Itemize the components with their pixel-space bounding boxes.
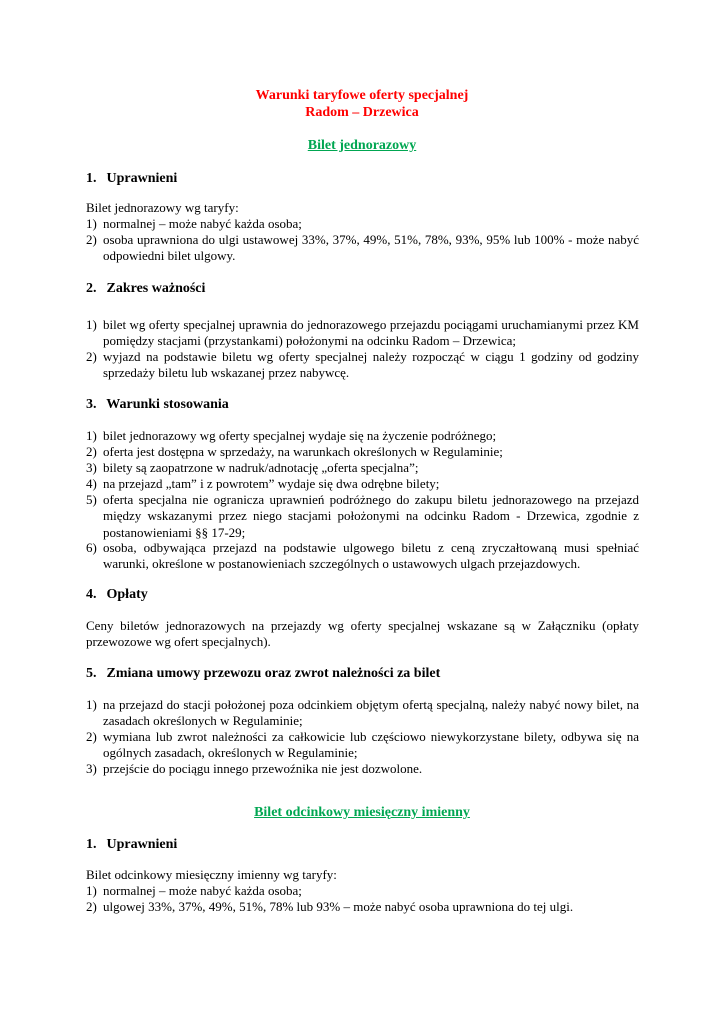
t2-s1-intro: Bilet odcinkowy miesięczny imienny wg taryfy: <box>86 867 337 882</box>
list-item-number: 2) <box>86 232 97 247</box>
list-item-text: na przejazd „tam” i z powrotem” wydaje się dwa odrębne bilety; <box>103 476 440 491</box>
list-item-number: 1) <box>86 428 97 443</box>
list-item-number: 2) <box>86 899 97 914</box>
list-item-number: 2) <box>86 444 97 459</box>
list-item-text: normalnej – może nabyć każda osoba; <box>103 216 302 231</box>
list-item-text: bilet wg oferty specjalnej uprawnia do jednorazowego przejazdu pociągami uruchamianymi przez KM pomiędzy stacjami (przystankami) położonymi na odcinku Radom – Drzewica; <box>103 317 639 349</box>
list-item <box>86 729 639 762</box>
list-item-text: wyjazd na podstawie biletu wg oferty specjalnej należy rozpocząć w ciągu 1 godziny od godziny sprzedaży biletu lub wskazanej przez nabywcę. <box>103 349 639 381</box>
t1-s1-heading-text: Uprawnieni <box>106 171 178 186</box>
list-item-text: na przejazd do stacji położonej poza odcinkiem objętym ofertą specjalną, należy nabyć nowy bilet, na zasadach określonych w Regulaminie; <box>103 697 639 729</box>
list-item-number: 2) <box>86 729 97 744</box>
list-item-text: osoba, odbywająca przejazd na podstawie ulgowego biletu z ceną zryczałtowaną musi spełniać warunki, określone w postanowieniach szczególnych o ustawowych ulgach przejazdowych. <box>103 540 639 572</box>
list-item <box>86 444 639 460</box>
list-item <box>86 761 639 777</box>
document-title-line2: Radom – Drzewica <box>305 105 419 120</box>
t1-s4-heading <box>86 586 148 604</box>
list-item-text: normalnej – może nabyć każda osoba; <box>103 883 302 898</box>
ticket1-title: Bilet jednorazowy <box>307 138 417 153</box>
t2-s1-number: 1. <box>86 837 97 852</box>
list-item-text: bilet jednorazowy wg oferty specjalnej wydaje się na życzenie podróżnego; <box>103 428 497 443</box>
list-item-number: 2) <box>86 349 97 364</box>
t1-s3-number: 3. <box>86 397 97 412</box>
list-item-text: ulgowej 33%, 37%, 49%, 51%, 78% lub 93% – może nabyć osoba uprawniona do tej ulgi. <box>103 899 574 914</box>
list-item-number: 5) <box>86 492 97 507</box>
list-item <box>86 697 639 730</box>
list-item <box>86 232 639 265</box>
list-item <box>86 492 639 541</box>
t1-s4-number: 4. <box>86 587 97 602</box>
list-item-number: 6) <box>86 540 97 555</box>
t1-s5-number: 5. <box>86 666 97 681</box>
list-item <box>86 349 639 382</box>
t1-s2-heading-text: Zakres ważności <box>106 281 206 296</box>
list-item <box>86 428 639 444</box>
t1-s1-heading <box>86 170 177 188</box>
t1-s1-intro: Bilet jednorazowy wg taryfy: <box>86 200 239 215</box>
list-item-number: 1) <box>86 883 97 898</box>
list-item-text: przejście do pociągu innego przewoźnika nie jest dozwolone. <box>103 761 423 776</box>
list-item <box>86 899 639 915</box>
list-item-number: 1) <box>86 216 97 231</box>
t1-s5-heading <box>86 665 440 683</box>
t2-s1-heading <box>86 836 177 854</box>
list-item <box>86 540 639 573</box>
list-item-text: wymiana lub zwrot należności za całkowicie lub częściowo niewykorzystane bilety, odbywa się na ogólnych zasadach, określonych w Regulaminie; <box>103 729 639 761</box>
ticket2-title: Bilet odcinkowy miesięczny imienny <box>254 805 470 820</box>
list-item-number: 4) <box>86 476 97 491</box>
t1-s2-heading <box>86 280 205 298</box>
list-item-number: 1) <box>86 317 97 332</box>
list-item-number: 3) <box>86 460 97 475</box>
document-title-line1: Warunki taryfowe oferty specjalnej <box>255 88 469 103</box>
list-item <box>86 317 639 350</box>
list-item <box>86 476 639 492</box>
list-item <box>86 460 639 476</box>
list-item-text: oferta jest dostępna w sprzedaży, na warunkach określonych w Regulaminie; <box>103 444 503 459</box>
t2-s1-heading-text: Uprawnieni <box>106 837 178 852</box>
t1-s1-number: 1. <box>86 171 97 186</box>
t1-s4-heading-text: Opłaty <box>106 587 148 602</box>
t1-s4-text: Ceny biletów jednorazowych na przejazdy wg oferty specjalnej wskazane są w Załączniku (opłaty przewozowe wg ofert specjalnych). <box>86 618 639 650</box>
list-item <box>86 216 639 232</box>
list-item-text: oferta specjalna nie ogranicza uprawnień podróżnego do zakupu biletu jednorazowego na przejazd między wskazanymi przez niego stacjami położonymi na odcinku Radom - Drzewica, zgodnie z postanowieniami §§ 17-29; <box>103 492 639 540</box>
list-item-text: osoba uprawniona do ulgi ustawowej 33%, 37%, 49%, 51%, 78%, 93%, 95% lub 100% - może nabyć odpowiedni bilet ulgowy. <box>103 232 639 264</box>
list-item <box>86 883 639 899</box>
list-item-text: bilety są zaopatrzone w nadruk/adnotację „oferta specjalna”; <box>103 460 419 475</box>
list-item-number: 1) <box>86 697 97 712</box>
t1-s2-number: 2. <box>86 281 97 296</box>
list-item-number: 3) <box>86 761 97 776</box>
t1-s3-heading-text: Warunki stosowania <box>106 397 229 412</box>
t1-s5-heading-text: Zmiana umowy przewozu oraz zwrot należności za bilet <box>106 666 441 681</box>
t1-s3-heading <box>86 396 229 414</box>
